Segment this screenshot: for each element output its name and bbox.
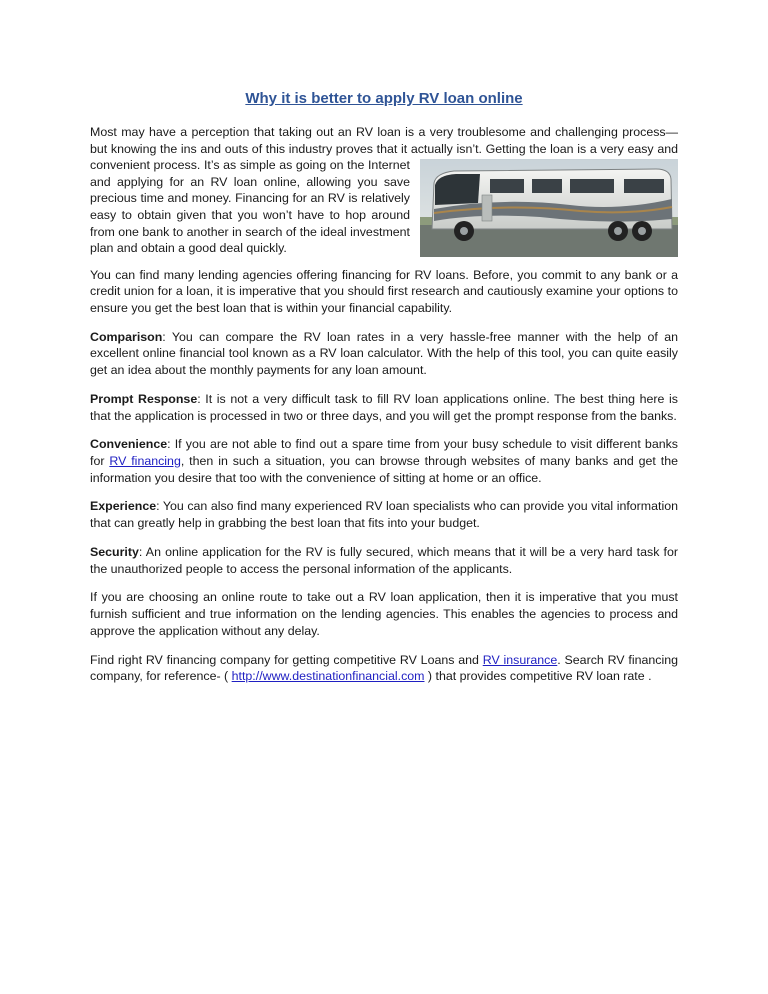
- convenience-text-after: , then in such a situation, you can browse through websites of many banks and get the information you desire that too with the convenience of sitting at home or an office.: [90, 453, 678, 485]
- lending-paragraph: You can find many lending agencies offering financing for RV loans. Before, you commit to any bank or a credit union for a loan, it is imperative that you should first research and cautiously examine your options to ensure you get the best loan that is within your financial capability.: [90, 267, 678, 315]
- comparison-label: Comparison: [90, 329, 163, 344]
- experience-label: Experience: [90, 499, 157, 514]
- prompt-response-label: Prompt Response: [90, 391, 198, 406]
- rv-image: [420, 159, 678, 257]
- page-title: Why it is better to apply RV loan online: [245, 90, 523, 107]
- article-body: [90, 124, 678, 697]
- closing-text-2: . Search RV financing company, for reference- (: [90, 652, 678, 684]
- comparison-paragraph: [90, 329, 678, 379]
- experience-text: : You can also find many experienced RV loan specialists who can provide you vital information that can greatly help in grabbing the best loan that fits into your budget.: [90, 499, 678, 531]
- convenience-paragraph: [90, 436, 678, 486]
- closing-text-1: Find right RV financing company for getting competitive RV Loans and: [90, 652, 483, 667]
- intro-lead: Most may have a perception that taking out an RV loan is a very troublesome and challenging process—but knowing the ins and outs of this industry proves that it actually isn’t. Getting the loan is a very easy: [90, 125, 678, 156]
- security-label: Security: [90, 544, 139, 559]
- prompt-response-paragraph: [90, 391, 678, 424]
- security-paragraph: [90, 544, 678, 577]
- prompt-response-text: : It is not a very difficult task to fill RV loan applications online. The best thing here is that the application is processed in two or three days, and you will get the prompt response from the banks.: [90, 391, 678, 423]
- intro-paragraph: [90, 124, 678, 257]
- comparison-text: : You can compare the RV loan rates in a very hassle-free manner with the help of an excellent online financial tool known as a RV loan calculator. With the help of this tool, you can quite easily get an idea about the monthly payments for any loan amount.: [90, 329, 678, 378]
- closing-text-3: ) that provides competitive RV loan rate .: [424, 669, 652, 684]
- rv-insurance-link[interactable]: RV insurance: [482, 652, 558, 667]
- convenience-label: Convenience: [90, 437, 168, 452]
- intro-wrapped: and convenient process. It’s as simple as going on the Internet and applying for an RV loan online, allowing you save precious time and money. Financing for an RV is relatively easy to obtain given that you won’t have to hop around from one bank to another in search of the ideal investment plan and obtain a good deal quickly.: [90, 141, 678, 256]
- security-text: : An online application for the RV is fully secured, which means that it will be a very hard task for the unauthorized people to access the personal information of the applicants.: [90, 544, 678, 576]
- closing-paragraph: [90, 652, 678, 685]
- online-route-paragraph: If you are choosing an online route to take out a RV loan application, then it is imperative that you must furnish sufficient and true information on the lending agencies. This enables the agencies to process and approve the application without any delay.: [90, 590, 678, 638]
- rv-financing-link[interactable]: RV financing: [109, 453, 181, 468]
- destination-financial-link[interactable]: http://www.destinationfinancial.com: [231, 669, 425, 684]
- convenience-text-before: : If you are not able to find out a spare time from your busy schedule to visit different banks for: [90, 437, 678, 468]
- experience-paragraph: [90, 498, 678, 531]
- rv-illustration: [420, 159, 678, 257]
